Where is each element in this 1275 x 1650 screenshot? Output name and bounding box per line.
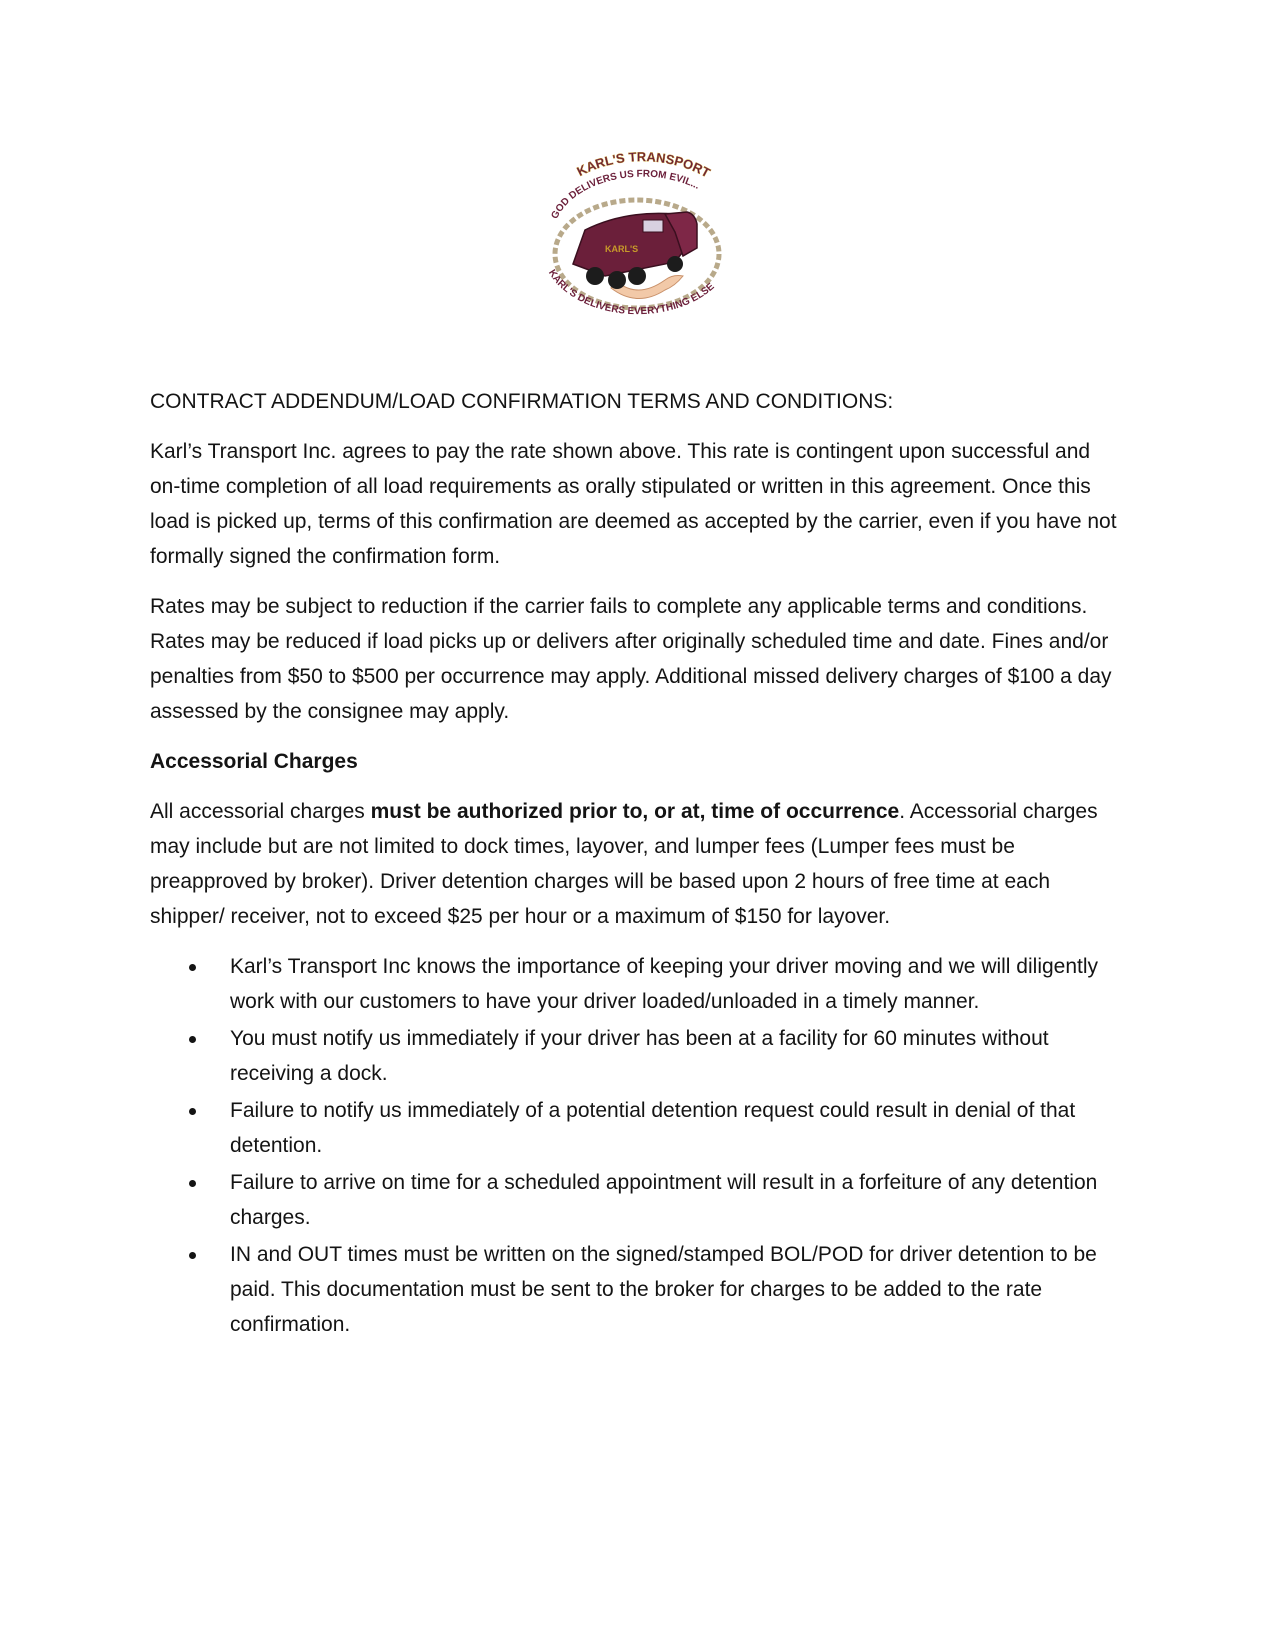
bullet-icon (189, 1036, 196, 1043)
accessorial-intro-text: All accessorial charges (150, 800, 371, 823)
accessorial-bullet-list (150, 949, 1125, 1342)
accessorial-emphasis: must be authorized prior to, or at, time of occurrence (370, 800, 900, 823)
bullet-icon (189, 1252, 196, 1259)
section-title-accessorial: Accessorial Charges (150, 750, 358, 773)
list-item: You must notify us immediately if your driver has been at a facility for 60 minutes without receiving a dock. (150, 1021, 1125, 1091)
bullet-icon (189, 1180, 196, 1187)
logo-motto-top: GOD DELIVERS US FROM EVIL... (549, 168, 702, 221)
list-item: Karl’s Transport Inc knows the importance of keeping your driver moving and we will diligently work with our customers to have your driver loaded/unloaded in a timely manner. (150, 949, 1125, 1019)
svg-text:KARL'S: KARL'S (605, 244, 639, 254)
list-item: IN and OUT times must be written on the signed/stamped BOL/POD for driver detention to be paid. This documentation must be sent to the broker for charges to be added to the rate confirmation. (150, 1237, 1125, 1342)
bullet-icon (189, 1108, 196, 1115)
truck-logo-graphic (525, 152, 750, 337)
accessorial-intro-rest: . Accessorial charges may include but are not limited to dock times, layover, and lumper fees (Lumper fees must be preapproved by broker). Driver detention charges will be based upon 2 hours of free time at each shipper/ receiver, not to exceed $25 per hour or a maximum of $150 for layover. (150, 800, 1098, 928)
logo-title: KARL'S TRANSPORT (574, 152, 713, 181)
document-heading: CONTRACT ADDENDUM/LOAD CONFIRMATION TERMS AND CONDITIONS: (150, 390, 894, 413)
list-item: Failure to arrive on time for a scheduled appointment will result in a forfeiture of any detention charges. (150, 1165, 1125, 1235)
paragraph-rate-terms: Karl’s Transport Inc. agrees to pay the rate shown above. This rate is contingent upon successful and on-time completion of all load requirements as orally stipulated or written in this agreement. Once this load is picked up, terms of this confirmation are deemed as accepted by the carrier, even if you have not formally signed the confirmation form. (150, 440, 1117, 568)
paragraph-rate-reduction: Rates may be subject to reduction if the carrier fails to complete any applicable terms and conditions. Rates may be reduced if load picks up or delivers after originally scheduled time and date. Fines and/or penalties from $50 to $500 per occurrence may apply. Additional missed delivery charges of $100 a day assessed by the consignee may apply. (150, 595, 1112, 723)
logo-motto-bottom: KARL'S DELIVERS EVERYTHING ELSE (545, 267, 717, 318)
paragraph-accessorial-intro (150, 794, 1125, 934)
list-item: Failure to notify us immediately of a potential detention request could result in denial of that detention. (150, 1093, 1125, 1163)
company-logo (525, 152, 750, 337)
document-body (150, 384, 1125, 1344)
bullet-icon (189, 964, 196, 971)
